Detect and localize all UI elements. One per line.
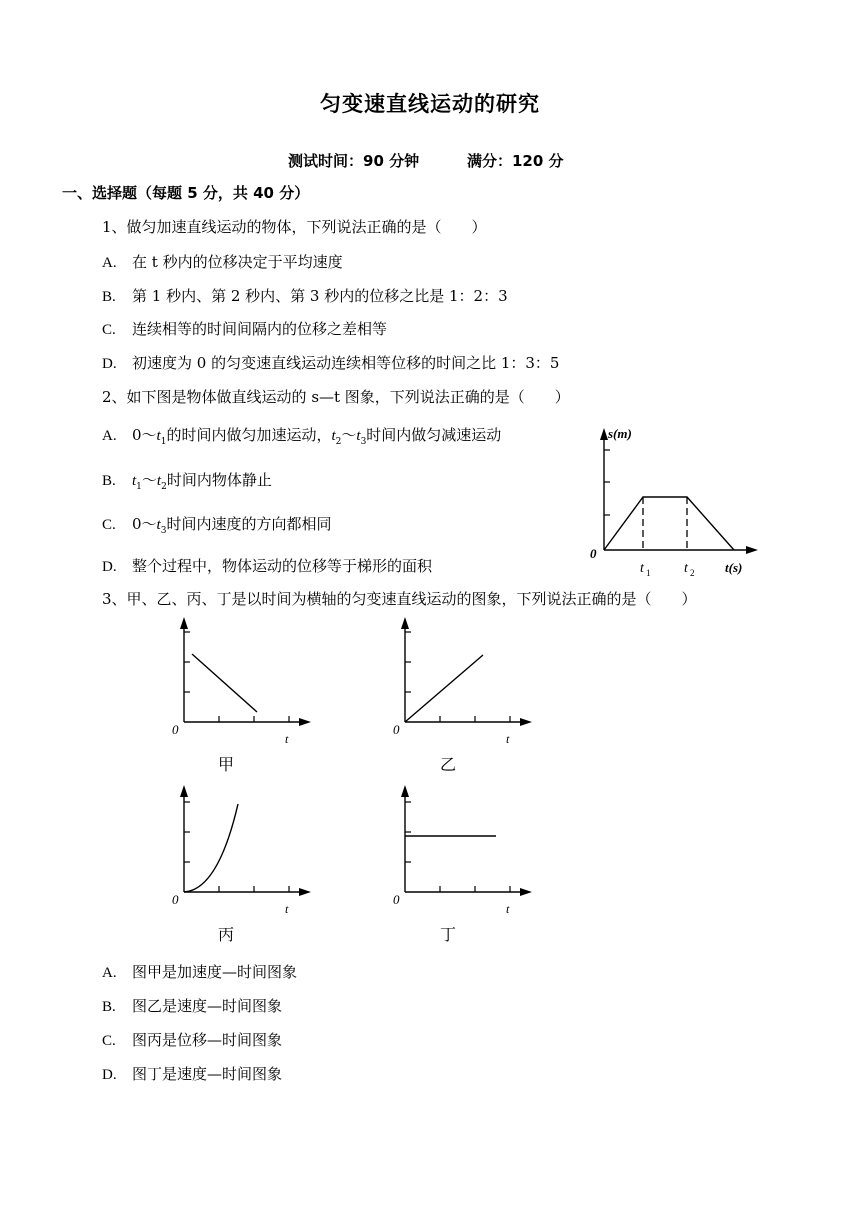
q3-option-a [102,961,297,982]
option-key: C. [102,517,116,533]
x-axis-label: t [285,902,289,915]
x-axis-label: t [506,732,510,746]
x-axis-label: t [285,732,289,746]
var-t: t [132,473,137,489]
q1-option-b [102,285,508,306]
option-text: 图乙是速度—时间图象 [132,997,283,1015]
y-axis-arrow [180,785,188,797]
graph-yi [389,612,539,747]
x-axis-arrow [299,718,311,726]
subscript: 1 [160,437,167,447]
option-key: A. [102,428,117,444]
parabola-curve [184,804,238,892]
graph-caption-bing: 丙 [218,925,235,944]
t1-label: t [640,561,644,576]
graph-bing [168,780,318,915]
descending-line [192,654,257,712]
option-text: 图丙是位移—时间图象 [132,1031,283,1049]
question-1-stem: 1、做匀加速直线运动的物体，下列说法正确的是（ ） [102,218,487,236]
y-axis-label: s(m) [608,426,632,441]
graph-jia [168,612,318,747]
q2-option-c [102,513,331,536]
subscript: 2 [161,482,167,492]
y-axis-arrow [401,785,409,797]
option-text: 整个过程中，物体运动的位移等于梯形的面积 [132,557,433,575]
option-key: B. [102,289,116,305]
t2-subscript: 2 [690,568,695,578]
text: 时间内做匀减速运动 [366,426,502,444]
option-text: 连续相等的时间间隔内的位移之差相等 [132,320,388,338]
option-key: B. [102,999,116,1015]
var-t: t [156,428,161,444]
subscript: 1 [136,482,142,492]
var-t: t [156,517,161,533]
x-axis-arrow [520,888,532,896]
option-text: 图甲是加速度—时间图象 [132,963,298,981]
x-axis-arrow [746,546,758,554]
st-graph [588,412,768,582]
option-text: 在 t 秒内的位移决定于平均速度 [132,253,343,271]
trapezoid-line [604,497,734,550]
subscript: 3 [160,526,167,536]
q2-option-a [102,424,501,447]
graph-caption-ding: 丁 [440,925,457,944]
option-key: D. [102,559,117,575]
text: 时间内物体静止 [166,471,272,489]
text: 0～ [132,515,157,533]
origin-label: 0 [172,892,179,907]
q1-option-a [102,251,343,272]
text: ～ [341,426,357,444]
var-t: t [156,473,162,489]
option-key: D. [102,1067,117,1083]
text: ～ [141,471,157,489]
question-2-stem: 2、如下图是物体做直线运动的 s—t 图象，下列说法正确的是（ ） [102,388,570,406]
question-3-stem: 3、甲、乙、丙、丁是以时间为横轴的匀变速直线运动的图象，下列说法正确的是（ ） [102,590,697,608]
y-axis-arrow [600,428,608,440]
section-title: 一、选择题（每题 5 分，共 40 分） [62,184,310,202]
q3-option-d [102,1063,282,1084]
graph-caption-jia: 甲 [218,755,235,774]
ascending-line [405,655,483,722]
t1-subscript: 1 [646,568,651,578]
option-text [132,426,502,447]
y-axis-arrow [180,617,188,629]
x-axis-arrow [299,888,311,896]
option-text: 初速度为 0 的匀变速直线运动连续相等位移的时间之比 1：3：5 [132,354,560,372]
q2-option-b [102,469,272,492]
q3-option-c [102,1029,282,1050]
t2-label: t [684,561,688,576]
y-axis-arrow [401,617,409,629]
subscript: 3 [360,437,367,447]
text: 0～ [132,426,157,444]
x-axis-arrow [520,718,532,726]
option-key: C. [102,322,116,338]
q1-option-d [102,352,559,373]
x-axis-label: t [506,902,510,915]
origin-label: 0 [393,892,400,907]
origin-label: 0 [172,722,179,737]
option-text [132,471,272,492]
option-text: 第 1 秒内、第 2 秒内、第 3 秒内的位移之比是 1：2：3 [132,287,508,305]
option-key: C. [102,1033,116,1049]
x-axis-label: t(s) [725,560,743,575]
subscript: 2 [335,437,342,447]
text: 时间内速度的方向都相同 [166,515,332,533]
exam-time: 测试时间：90 分钟 [288,152,420,170]
full-score: 满分：120 分 [467,152,564,170]
var-t: t [331,428,336,444]
option-key: A. [102,965,117,981]
q1-option-c [102,318,387,339]
page-title: 匀变速直线运动的研究 [320,92,540,116]
option-key: A. [102,255,117,271]
text: 的时间内做匀加速运动， [166,426,332,444]
q2-option-d [102,555,432,576]
graph-caption-yi: 乙 [440,755,457,774]
origin-label: 0 [590,546,597,561]
option-text [132,515,332,536]
graph-ding [389,780,539,915]
var-t: t [356,428,361,444]
option-key: B. [102,473,116,489]
origin-label: 0 [393,722,400,737]
option-key: D. [102,356,117,372]
option-text: 图丁是速度—时间图象 [132,1065,283,1083]
q3-option-b [102,995,282,1016]
